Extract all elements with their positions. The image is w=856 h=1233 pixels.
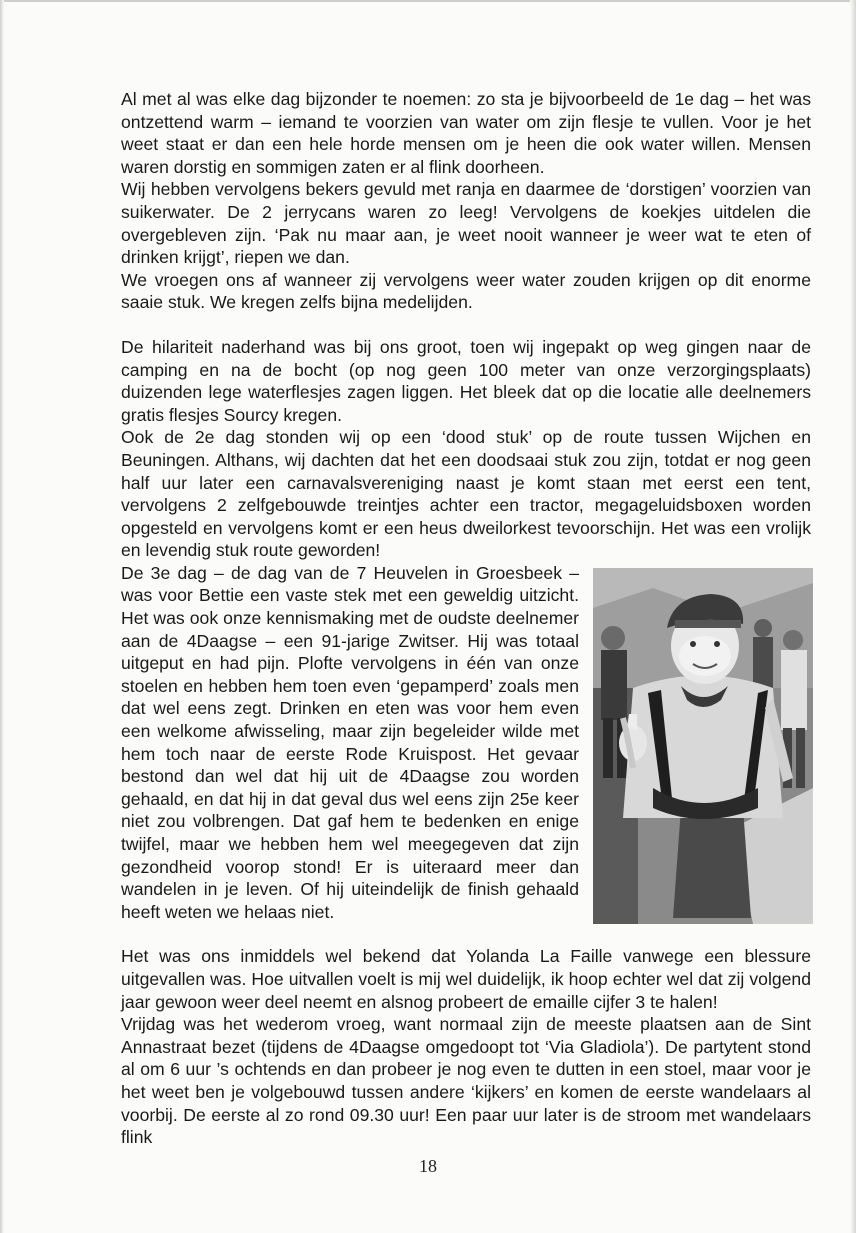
paragraph-water: Al met al was elke dag bijzonder te noemen: zo sta je bijvoorbeeld de 1e dag – het was ontzettend warm – iemand te voorzien van water om zijn flesje te vullen. Voor je het weet staat er dan een hele horde mensen om je heen die ook water willen. Mensen waren dorstig en sommigen zaten er al flink doorheen. [121, 89, 811, 177]
paragraph-ranja: Wij hebben vervolgens bekers gevuld met ranja en daarmee de ‘dorstigen’ voorzien van suikerwater. De 2 jerrycans waren zo leeg! Vervolgens de koekjes uitdelen die overgebleven zijn. ‘Pak nu maar aan, je weet nooit wanneer je weer wat te eten of drinken krijgt’, riepen we dan. [121, 179, 811, 268]
page-number: 18 [419, 1156, 437, 1176]
paragraph-tweede-dag: Ook de 2e dag stonden wij op een ‘dood stuk’ op de route tussen Wijchen en Beuningen. Althans, wij dachten dat het een doodsaai stuk zou zijn, totdat er nog geen half uur later een carnavalsvereniging naast je komt staan met eerst een tent, vervolgens 2 zelfgebouwde treintjes achter een tractor, megageluidsboxen worden opgesteld en vervolgens komt er een heus dweilorkest tevoorschijn. Het was een vrolijk en levendig stuk route geworden! [121, 427, 811, 561]
article-body [121, 88, 811, 1149]
paragraph-saai-stuk: We vroegen ons af wanneer zij vervolgens weer water zouden krijgen op dit enorme saaie stuk. We kregen zelfs bijna medelijden. [121, 269, 811, 313]
derde-dag-text: De 3e dag – de dag van de 7 Heuvelen in Groesbeek – was voor Bettie een vaste stek met een geweldig uitzicht. Het was ook onze kennismaking met de oudste deelnemer aan de 4Daagse – een 91-jarige Zwitser. Hij was totaal uitgeput en had pijn. Plofte vervolgens in één van onze stoelen en hebben hem toen even ‘gepamperd’ zoals men dat wel eens zegt. Drinken en eten was voor hem even een welkome afwisseling, maar zijn begeleider wilde met hem toch naar de eerste Rode Kruispost. Het gevaar bestond dan wel dat hij uit de 4Daagse zou worden gehaald, en dat hij in dat geval dus wel eens zijn 25e keer niet zou volbrengen. Dat gaf hem te bedenken en enige twijfel, maar we hebben hem wel meegegeven dat zijn gezondheid voorop stond! Er is uiteraard meer dan wandelen in je leven. Of hij uiteindelijk de finish gehaald heeft weten we helaas niet. [121, 562, 579, 922]
walker-photo-image [593, 568, 813, 924]
scan-left-shadow [0, 0, 4, 1233]
paragraph-hilariteit: De hilariteit naderhand was bij ons groot, toen wij ingepakt op weg gingen naar de camping en na de bocht (op nog geen 100 meter van onze verzorgingsplaats) duizenden lege waterflesjes zagen liggen. Het bleek dat op die locatie alle deelnemers gratis flesjes Sourcy kregen. [121, 336, 811, 425]
scan-right-shadow [850, 0, 856, 1233]
paragraph-yolanda: Het was ons inmiddels wel bekend dat Yolanda La Faille vanwege een blessure uitgevallen was. Hoe uitvallen voelt is mij wel duidelijk, ik hoop echter wel dat zij volgend jaar gewoon weer deel neemt en alsnog probeert de emaille cijfer 3 te halen! [121, 946, 811, 1012]
page-top-edge [0, 0, 856, 2]
paragraph-derde-dag [121, 562, 811, 924]
walker-photo [593, 568, 813, 924]
paragraph-vrijdag: Vrijdag was het wederom vroeg, want normaal zijn de meeste plaatsen aan de Sint Annastraat bezet (tijdens de 4Daagse omgedoopt tot ‘Via Gladiola’). De partytent stond al om 6 uur ’s ochtends en dan probeer je nog even te dutten in een stoel, maar voor je het weet ben je volgebouwd tussen andere ‘kijkers’ en komen de eerste wandelaars al voorbij. De eerste al zo rond 09.30 uur! Een paar uur later is de stroom met wandelaars flink [121, 1014, 811, 1148]
